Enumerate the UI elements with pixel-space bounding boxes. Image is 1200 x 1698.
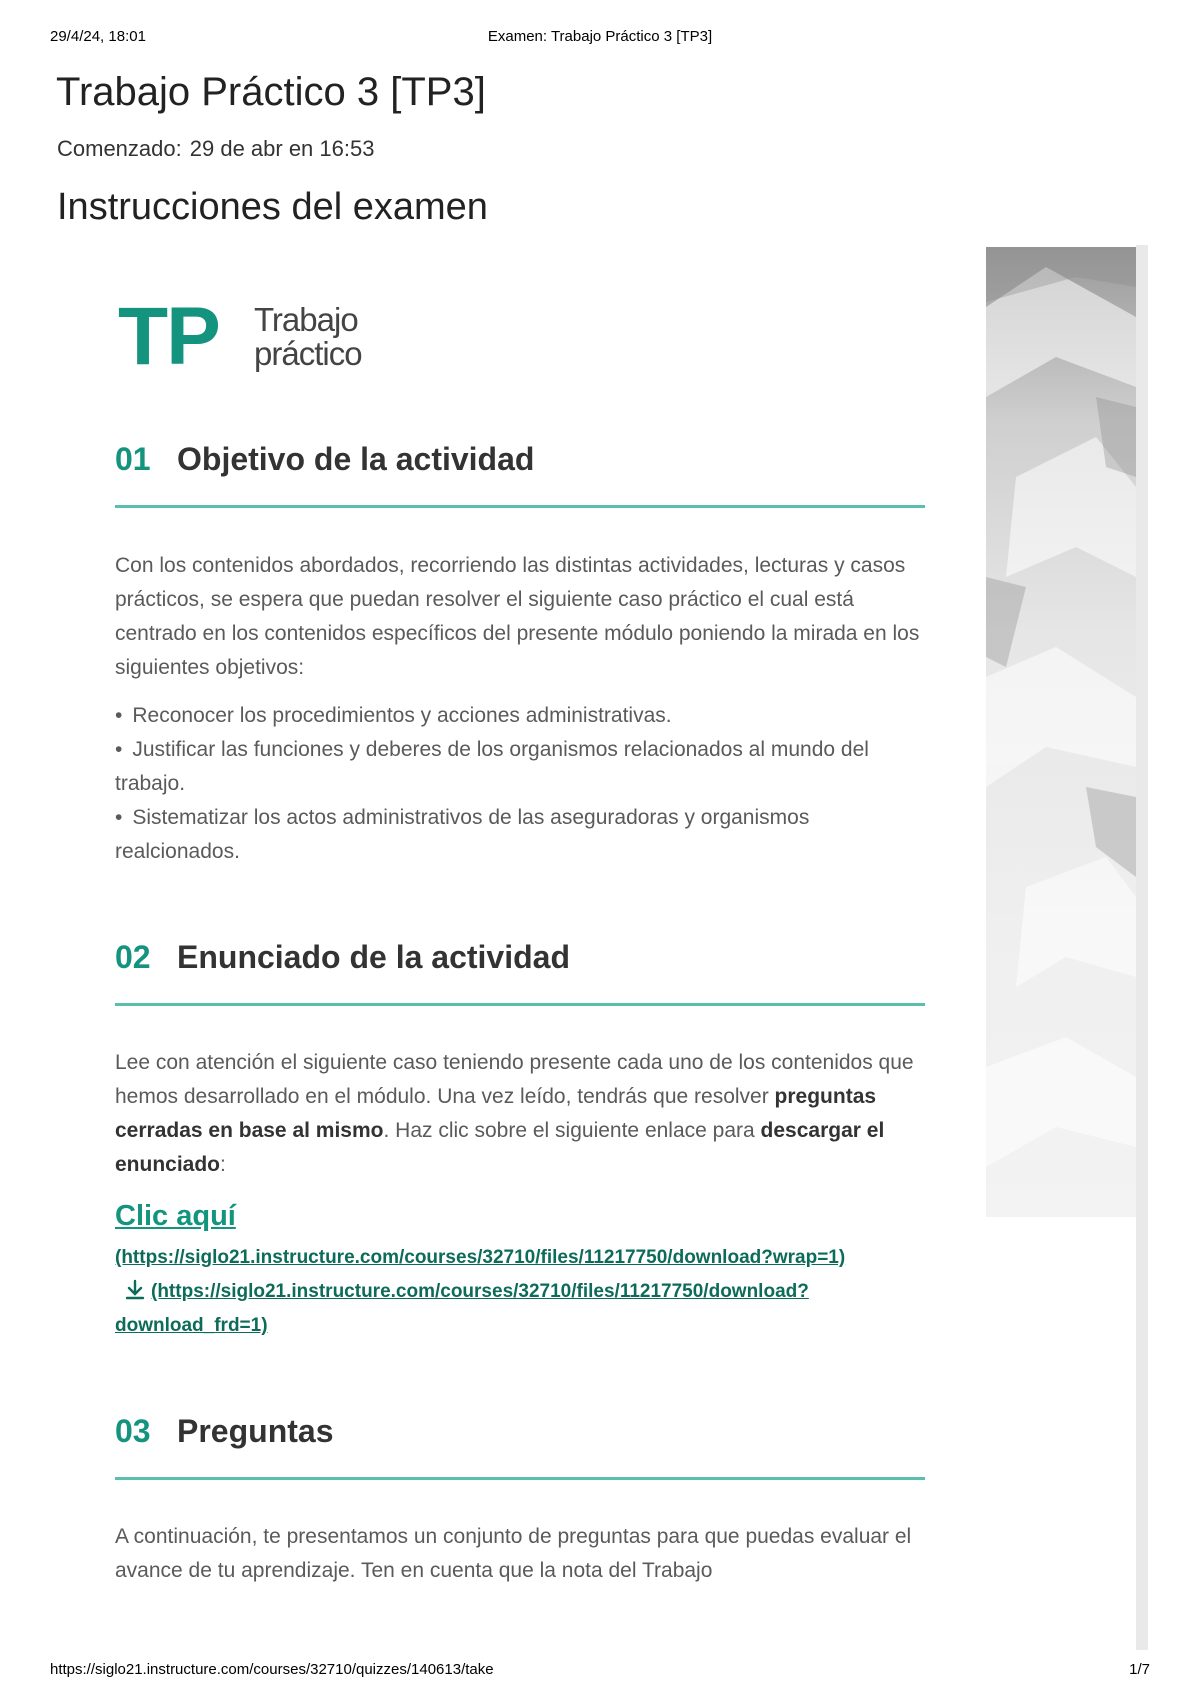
tp-mark: TP [118, 291, 219, 382]
section-divider [115, 505, 925, 508]
tp-word-line-2: práctico [254, 335, 362, 372]
section-03-intro: A continuación, te presentamos un conjunto de preguntas para que puedas evaluar el avance de tu aprendizaje. Ten en cuenta que la nota del Trabajo [115, 1525, 912, 1582]
print-page-number: 1/7 [1129, 1661, 1150, 1678]
instructions-heading: Instrucciones del examen [57, 186, 488, 228]
print-date: 29/4/24, 18:01 [50, 28, 146, 45]
print-url: https://siglo21.instructure.com/courses/32710/quizzes/140613/take [50, 1661, 494, 1678]
list-item: • Sistematizar los actos administrativos de las aseguradoras y organismos realcionados. [115, 801, 925, 869]
para-text: : [220, 1153, 226, 1176]
list-item: • Justificar las funciones y deberes de los organismos relacionados al mundo del trabajo. [115, 733, 925, 801]
para-bold: descargar el enunciado [115, 1119, 885, 1176]
page-title: Trabajo Práctico 3 [TP3] [56, 70, 486, 114]
download-frd-url-link[interactable]: (https://siglo21.instructure.com/courses/32710/files/11217750/download?download_frd=1) [115, 1281, 809, 1336]
section-number: 03 [115, 1413, 151, 1449]
objectives-list [115, 699, 925, 869]
para-bold: preguntas cerradas en base al mismo [115, 1085, 877, 1142]
print-tab-title: Examen: Trabajo Práctico 3 [TP3] [487, 28, 713, 45]
wrap-url-link[interactable]: (https://siglo21.instructure.com/courses/32710/files/11217750/download?wrap=1) [115, 1247, 846, 1268]
list-item: • Reconocer los procedimientos y acciones administrativas. [115, 699, 925, 733]
section-name: Enunciado de la actividad [177, 939, 570, 975]
section-divider [115, 1003, 925, 1006]
section-divider [115, 1477, 925, 1480]
tp-word-line-1: Trabajo [254, 301, 358, 338]
started-info [57, 136, 374, 162]
section-number: 02 [115, 939, 151, 975]
page-scrollbar[interactable] [1136, 245, 1148, 1650]
started-value: 29 de abr en 16:53 [189, 136, 375, 161]
tp-word [254, 303, 362, 371]
para-text: Lee con atención el siguiente caso teniendo presente cada uno de los contenidos que hemos desarrollado en el módulo. Una vez leído, tendrás que resolver [115, 1051, 914, 1108]
decorative-side-image [986, 247, 1136, 1217]
section-01-intro: Con los contenidos abordados, recorriendo las distintas actividades, lecturas y casos prácticos, se espera que puedan resolver el siguiente caso práctico el cual está centrado en los contenidos específicos del presente módulo poniendo la mirada en los siguientes objetivos: [115, 554, 920, 679]
download-url-block [115, 1241, 925, 1343]
section-name: Preguntas [177, 1413, 334, 1449]
section-name: Objetivo de la actividad [177, 441, 535, 477]
download-icon[interactable] [123, 1278, 147, 1302]
section-02-paragraph [115, 1046, 925, 1182]
para-text: . Haz clic sobre el siguiente enlace para [383, 1119, 761, 1142]
section-number: 01 [115, 441, 151, 477]
started-label: Comenzado: [57, 136, 182, 161]
download-link-clic-aqui[interactable]: Clic aquí [115, 1200, 236, 1232]
